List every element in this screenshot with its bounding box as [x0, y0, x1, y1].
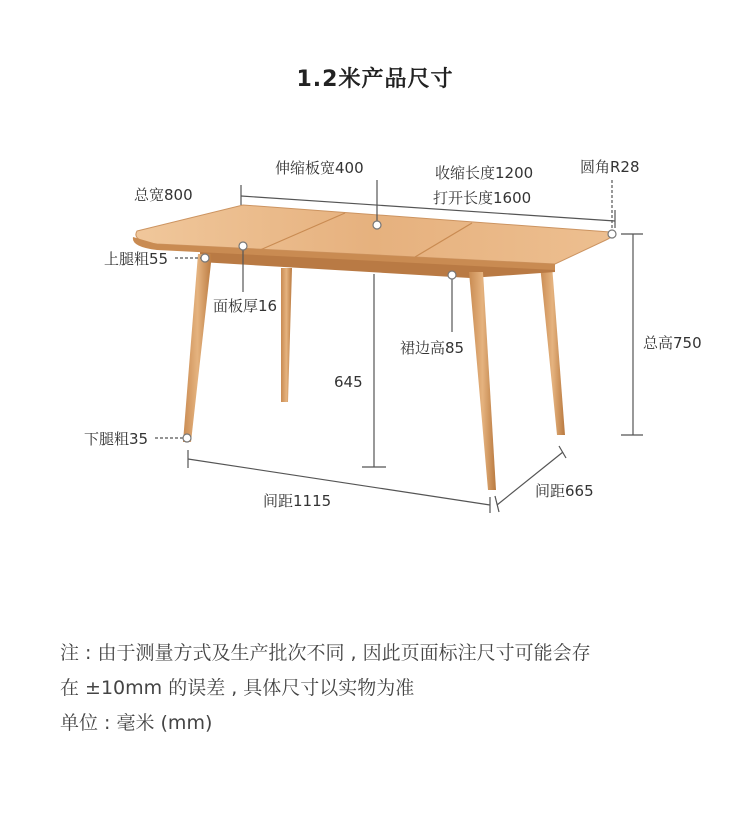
- page-title: 1.2米产品尺寸: [296, 67, 454, 92]
- top-thickness-label: 面板厚16: [213, 297, 278, 315]
- total-height-label: 总高750: [643, 334, 702, 352]
- leg-spacing-length-label: 间距1115: [263, 492, 332, 510]
- corner-radius-label: 圆角R28: [580, 158, 640, 176]
- retracted-length-label: 收缩长度1200: [435, 164, 534, 182]
- extended-length-label: 打开长度1600: [433, 189, 532, 207]
- apron-marker: [448, 271, 456, 279]
- total-width-label: 总宽800: [134, 186, 193, 204]
- note-line-1: 注 : 由于测量方式及生产批次不同 , 因此页面标注尺寸可能会存: [60, 642, 591, 664]
- apron-height-label: 裙边高85: [400, 339, 465, 357]
- length-spacing-line: [188, 450, 490, 513]
- back-right-leg: [540, 265, 565, 435]
- front-left-leg: [183, 254, 212, 442]
- extension-width-label: 伸缩板宽400: [275, 159, 364, 177]
- total-height-line: [621, 234, 643, 435]
- upper-leg-marker: [201, 254, 209, 262]
- clearance-height-label: 645: [334, 373, 363, 391]
- top-thickness-marker: [239, 242, 247, 250]
- upper-leg-label: 上腿粗55: [104, 250, 169, 268]
- width-spacing-line: [495, 446, 566, 512]
- note-line-3: 单位 : 毫米 (mm): [60, 712, 213, 734]
- clearance-line: [362, 274, 386, 467]
- corner-marker: [608, 230, 616, 238]
- leg-spacing-width-label: 间距665: [535, 482, 594, 500]
- extension-marker: [373, 221, 381, 229]
- lower-leg-label: 下腿粗35: [84, 430, 149, 448]
- note-line-2: 在 ±10mm 的误差 , 具体尺寸以实物为准: [60, 677, 415, 699]
- front-right-leg: [469, 272, 496, 490]
- lower-leg-marker: [183, 434, 191, 442]
- back-left-leg: [281, 268, 292, 402]
